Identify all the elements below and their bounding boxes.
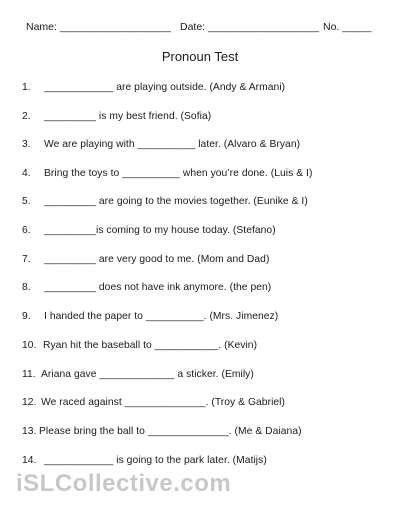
- number-field-label: No. _____: [323, 21, 372, 33]
- question-text: _________ are going to the movies together. (Eunike & I): [44, 196, 308, 207]
- question-number: 6.: [22, 225, 31, 236]
- question-item: [22, 168, 382, 179]
- question-item: [22, 225, 382, 236]
- question-item: [22, 82, 382, 93]
- question-number: 12.: [22, 397, 37, 408]
- question-number: 3.: [22, 139, 31, 150]
- question-text: _________ is my best friend. (Sofia): [44, 111, 212, 122]
- name-field-label: Name: ___________________: [26, 21, 171, 33]
- question-text: _________ are very good to me. (Mom and Dad): [44, 254, 270, 265]
- page-title: Pronoun Test: [161, 49, 239, 64]
- question-number: 4.: [22, 168, 31, 179]
- question-text: We raced against ______________. (Troy & Gabriel): [41, 397, 285, 408]
- question-number: 1.: [22, 82, 31, 93]
- question-text: Ariana gave _____________ a sticker. (Emily): [41, 369, 254, 380]
- question-item: [22, 139, 382, 150]
- question-item: [22, 111, 382, 122]
- watermark: iSLCollective.com: [16, 470, 232, 497]
- question-item: [22, 340, 382, 351]
- question-item: [22, 397, 382, 408]
- question-item: [22, 311, 382, 322]
- question-text: Ryan hit the baseball to ___________. (Kevin): [43, 340, 258, 351]
- question-number: 7.: [22, 254, 31, 265]
- question-number: 8.: [22, 282, 31, 293]
- question-text: We are playing with __________ later. (Alvaro & Bryan): [44, 139, 301, 150]
- date-field-label: Date: ___________________: [180, 21, 319, 33]
- question-item: [22, 282, 382, 293]
- question-item: [22, 426, 382, 437]
- question-item: [22, 196, 382, 207]
- question-item: [22, 254, 382, 265]
- question-text: I handed the paper to __________. (Mrs. Jimenez): [44, 311, 279, 322]
- question-number: 9.: [22, 311, 31, 322]
- question-item: [22, 455, 382, 466]
- question-text: _________ does not have ink anymore. (the pen): [44, 282, 272, 293]
- question-number: 14.: [22, 455, 37, 466]
- question-text: ____________ is going to the park later. (Matijs): [44, 455, 267, 466]
- question-text: _________is coming to my house today. (Stefano): [44, 225, 276, 236]
- question-number: 2.: [22, 111, 31, 122]
- question-text: Bring the toys to __________ when you’re done. (Luis & I): [44, 168, 313, 179]
- question-number: 13.: [22, 426, 37, 437]
- question-text: ____________ are playing outside. (Andy & Armani): [44, 82, 286, 93]
- question-number: 10.: [22, 340, 37, 351]
- question-text: Please bring the ball to ______________. (Me & Daiana): [39, 426, 302, 437]
- question-number: 11.: [22, 369, 36, 380]
- question-number: 5.: [22, 196, 31, 207]
- question-item: [22, 369, 382, 380]
- worksheet-header: [26, 21, 376, 37]
